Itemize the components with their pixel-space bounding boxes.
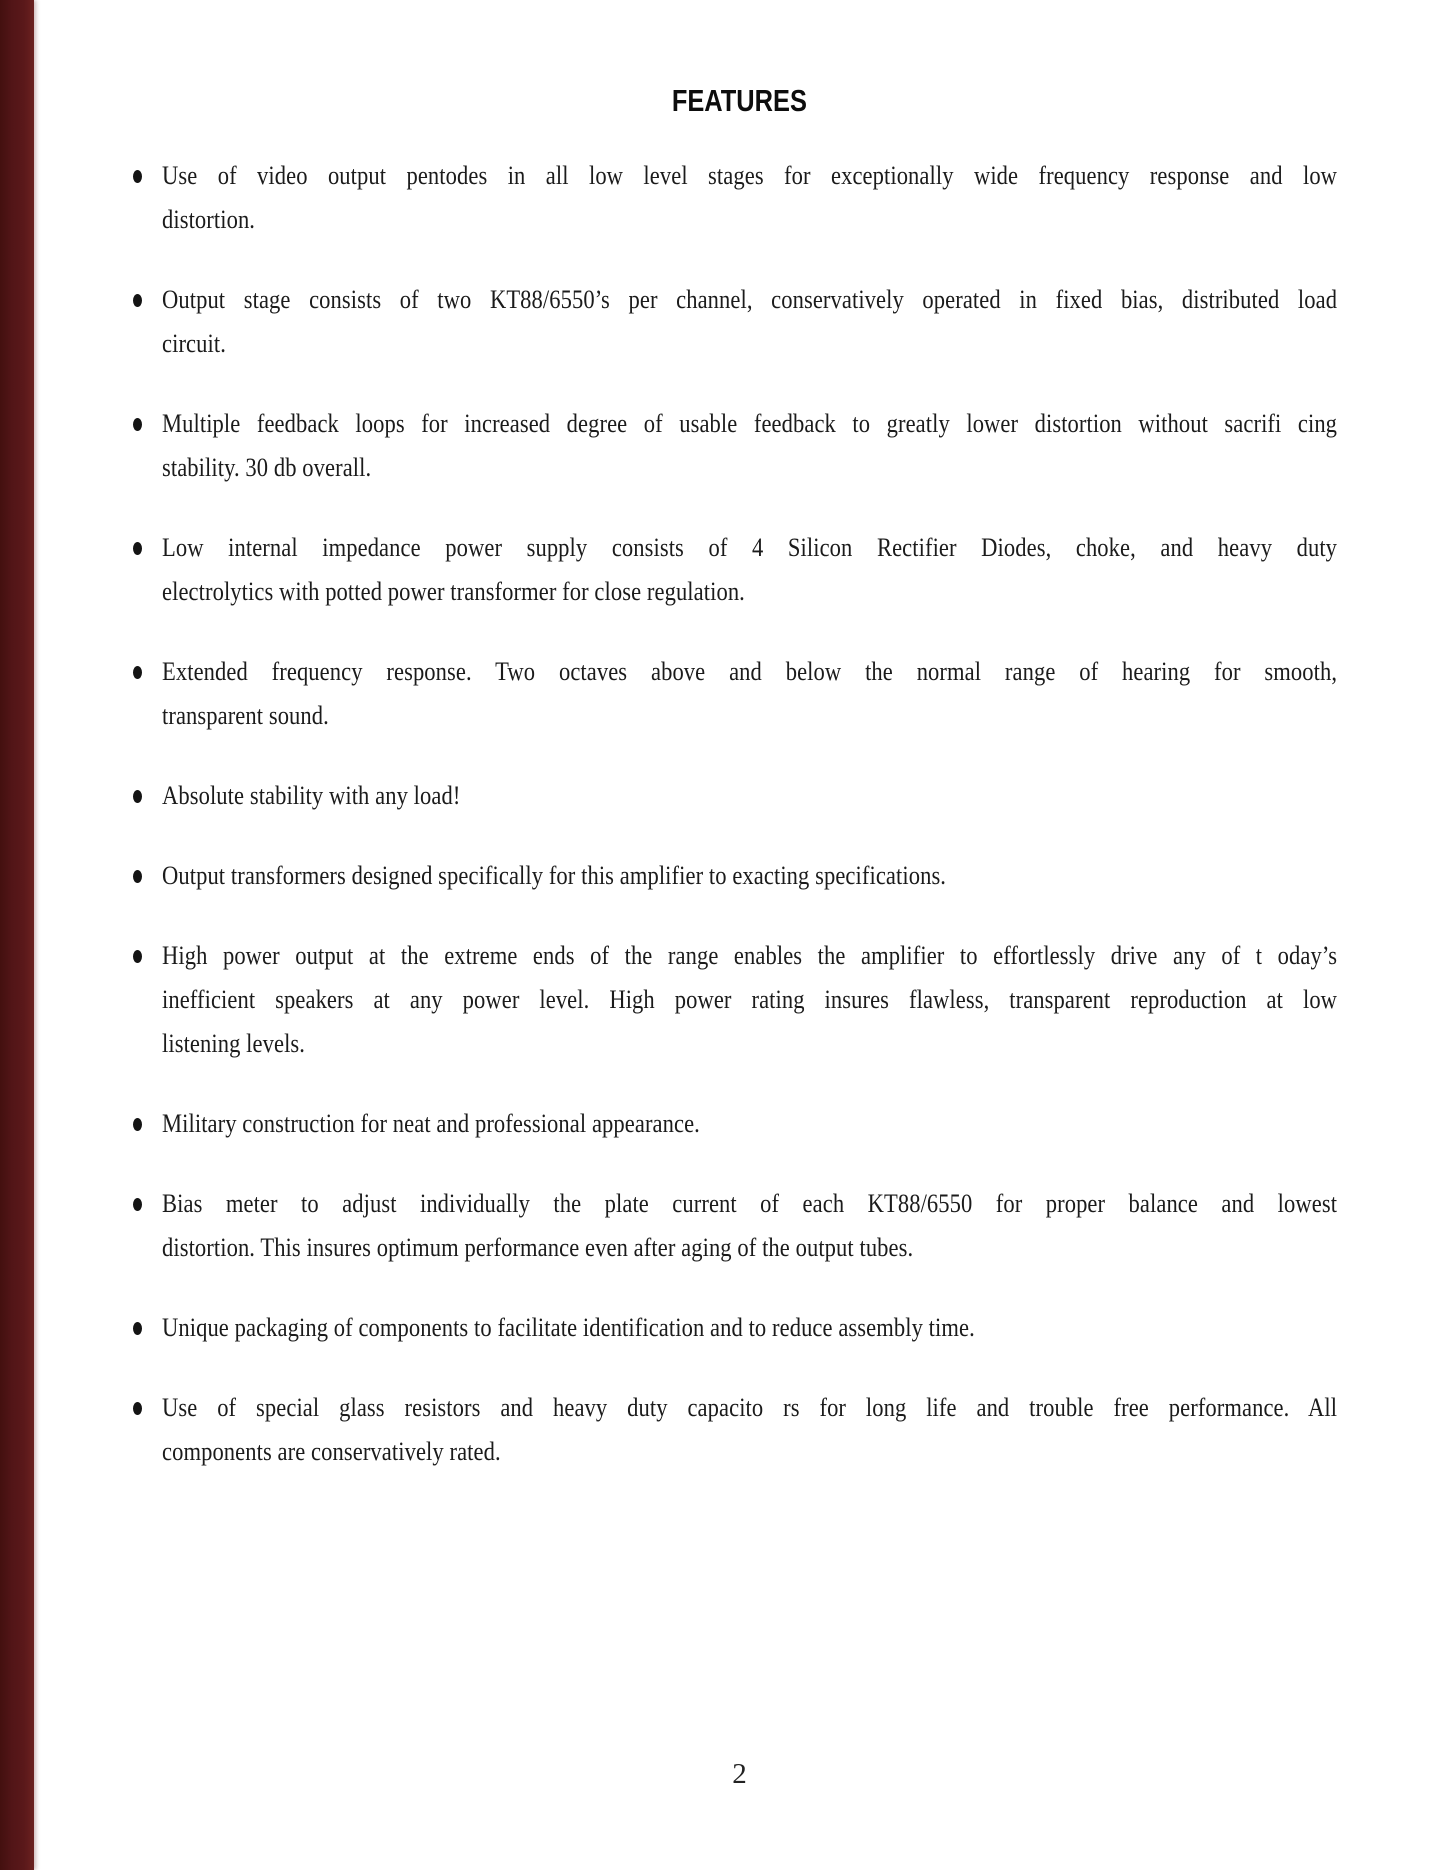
feature-line: components are conservatively rated. <box>162 1437 501 1466</box>
bullet-icon <box>133 666 142 679</box>
feature-line: circuit. <box>162 329 226 358</box>
feature-line: distortion. This insures optimum performance even after aging of the output tubes. <box>162 1233 914 1262</box>
page-title <box>34 84 1445 118</box>
bullet-icon <box>133 1198 142 1211</box>
feature-line: Bias meter to adjust individually the plate current of each KT88/6550 for proper balance and lowest <box>162 1189 1338 1218</box>
list-item <box>162 774 1337 818</box>
feature-text <box>162 854 1337 898</box>
bullet-icon <box>133 1402 142 1415</box>
feature-line: Military construction for neat and professional appearance. <box>162 1109 700 1138</box>
list-item <box>162 854 1337 898</box>
feature-line: Unique packaging of components to facilitate identification and to reduce assembly time. <box>162 1313 975 1342</box>
feature-text <box>162 278 1337 366</box>
feature-text <box>162 1102 1337 1146</box>
bullet-icon <box>133 790 142 803</box>
list-item <box>162 1306 1337 1350</box>
feature-line: stability. 30 db overall. <box>162 453 372 482</box>
feature-text <box>162 526 1337 614</box>
bullet-icon <box>133 542 142 555</box>
feature-text <box>162 934 1337 1066</box>
bullet-icon <box>133 950 142 963</box>
bullet-icon <box>133 1118 142 1131</box>
list-item <box>162 1102 1337 1146</box>
feature-line: Absolute stability with any load! <box>162 781 461 810</box>
feature-line: inefficient speakers at any power level. High power rating insures flawless, transparent reproduction at low <box>162 985 1338 1014</box>
feature-line: Low internal impedance power supply consists of 4 Silicon Rectifier Diodes, choke, and heavy duty <box>162 533 1338 562</box>
feature-text <box>162 154 1337 242</box>
list-item <box>162 278 1337 366</box>
feature-line: transparent sound. <box>162 701 329 730</box>
bullet-icon <box>133 418 142 431</box>
feature-text <box>162 1386 1337 1474</box>
list-item <box>162 650 1337 738</box>
feature-line: Multiple feedback loops for increased degree of usable feedback to greatly lower distortion without sacrifi cing <box>162 409 1338 438</box>
feature-line: Use of special glass resistors and heavy duty capacito rs for long life and trouble free performance. All <box>162 1393 1338 1422</box>
feature-line: High power output at the extreme ends of the range enables the amplifier to effortlessly drive any of t oday’s <box>162 941 1338 970</box>
bullet-icon <box>133 1322 142 1335</box>
feature-text <box>162 1182 1337 1270</box>
bullet-icon <box>133 294 142 307</box>
list-item <box>162 402 1337 490</box>
list-item <box>162 154 1337 242</box>
page-number: 2 <box>732 1758 747 1790</box>
feature-line: Output stage consists of two KT88/6550’s per channel, conservatively operated in fixed bias, distributed load <box>162 285 1338 314</box>
feature-text <box>162 650 1337 738</box>
bullet-icon <box>133 170 142 183</box>
feature-text <box>162 1306 1337 1350</box>
page-title-text: FEATURES <box>671 83 808 118</box>
list-item <box>162 1182 1337 1270</box>
feature-line: electrolytics with potted power transformer for close regulation. <box>162 577 745 606</box>
bullet-icon <box>133 870 142 883</box>
feature-line: distortion. <box>162 205 256 234</box>
list-item <box>162 1386 1337 1474</box>
list-item <box>162 526 1337 614</box>
scanned-spine-bar <box>0 0 34 1870</box>
feature-text <box>162 402 1337 490</box>
feature-line: listening levels. <box>162 1029 306 1058</box>
feature-text <box>162 774 1337 818</box>
feature-line: Extended frequency response. Two octaves above and below the normal range of hearing for smooth, <box>162 657 1338 686</box>
list-item <box>162 934 1337 1066</box>
feature-line: Use of video output pentodes in all low level stages for exceptionally wide frequency response and low <box>162 161 1338 190</box>
feature-line: Output transformers designed specifically for this amplifier to exacting specifications. <box>162 861 947 890</box>
features-list <box>162 154 1337 1510</box>
